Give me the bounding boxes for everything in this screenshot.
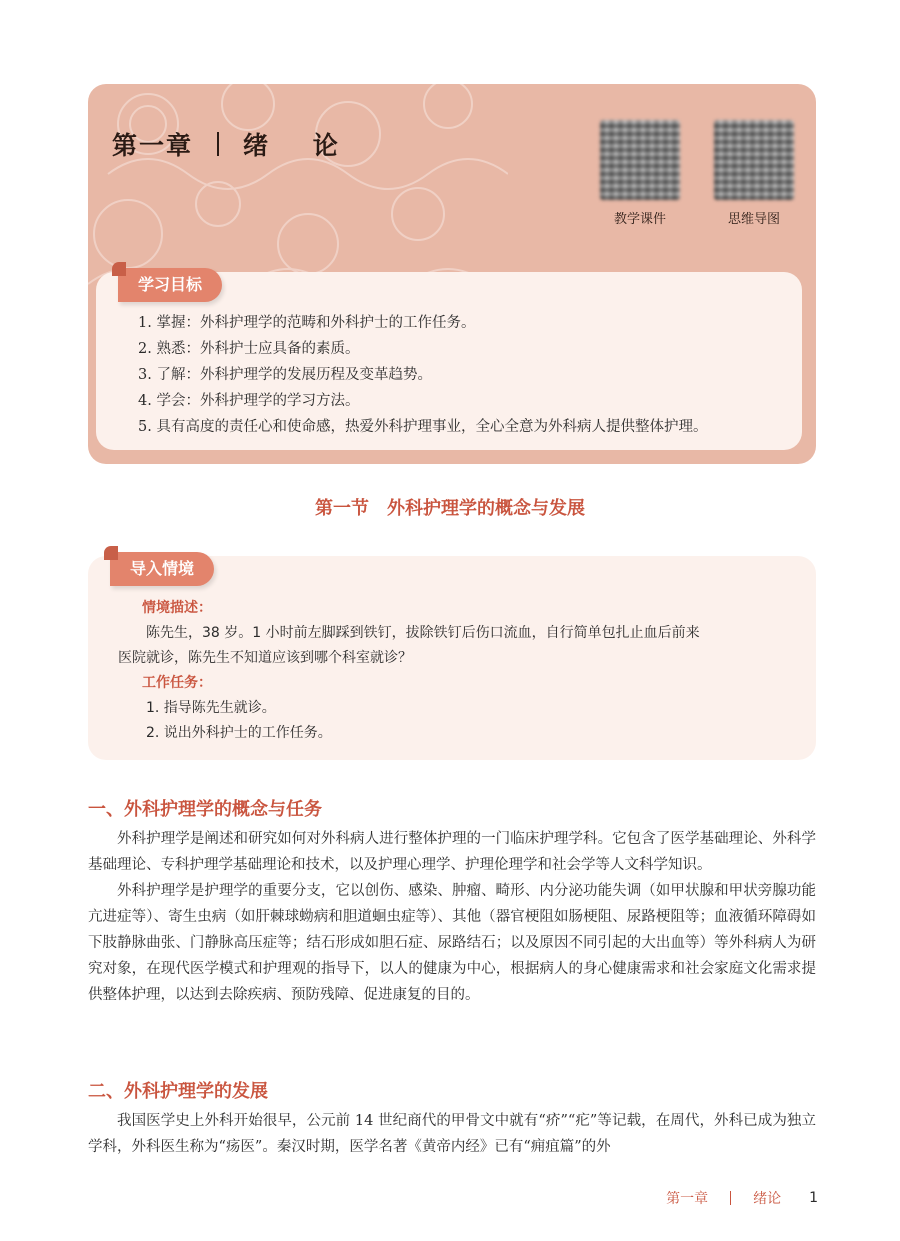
scenario-task-item: 1. 指导陈先生就诊。 [146, 700, 276, 716]
qr-code-icon[interactable] [714, 120, 794, 200]
scenario-desc-line: 陈先生，38 岁。1 小时前左脚踩到铁钉，拔除铁钉后伤口流血，自行简单包扎止血后前来 [146, 625, 700, 641]
goal-item: 3. 了解：外科护理学的发展历程及变革趋势。 [138, 367, 432, 383]
scenario-text [118, 596, 808, 746]
goal-item: 4. 学会：外科护理学的学习方法。 [138, 393, 360, 409]
scenario-task-item: 2. 说出外科护士的工作任务。 [146, 725, 332, 741]
qr-caption: 教学课件 [613, 212, 666, 227]
footer-divider [730, 1191, 731, 1205]
goal-item: 2. 熟悉：外科护士应具备的素质。 [138, 341, 360, 357]
goal-item: 5. 具有高度的责任心和使命感，热爱外科护理事业，全心全意为外科病人提供整体护理。 [138, 419, 708, 435]
part1-heading: 一、外科护理学的概念与任务 [88, 799, 322, 820]
paragraph: 我国医学史上外科开始很早，公元前 14 世纪商代的甲骨文中就有“疥”“疕”等记载，在周代，外科已成为独立学科，外科医生称为“疡医”。秦汉时期，医学名著《黄帝内经》已有“痈疽篇”的外 [88, 1113, 816, 1155]
qr-caption: 思维导图 [727, 212, 780, 227]
page-footer [666, 1188, 818, 1208]
title-divider [217, 132, 219, 156]
page-number: 1 [809, 1190, 818, 1206]
part1-body [88, 826, 816, 1008]
qr-mindmap[interactable] [714, 120, 794, 227]
paragraph: 外科护理学是护理学的重要分支，它以创伤、感染、肿瘤、畸形、内分泌功能失调（如甲状腺和甲状旁腺功能亢进症等）、寄生虫病（如肝棘球蚴病和胆道蛔虫症等）、其他（器官梗阻如肠梗阻、尿路梗阻等；血液循环障碍如下肢静脉曲张、门静脉高压症等；结石形成如胆石症、尿路结石；以及原因不同引起的大出血等）等外科病人为研究对象，在现代医学模式和护理观的指导下，以人的健康为中心，根据病人的身心健康需求和社会家庭文化需求提供整体护理，以达到去除疾病、预防残障、促进康复的目的。 [88, 883, 816, 1003]
paragraph: 外科护理学是阐述和研究如何对外科病人进行整体护理的一门临床护理学科。它包含了医学基础理论、外科学基础理论、专科护理学基础理论和技术，以及护理心理学、护理伦理学和社会学等人文科学知识。 [88, 831, 816, 873]
scenario-desc-label: 情境描述： [142, 600, 212, 616]
part2-heading: 二、外科护理学的发展 [88, 1081, 268, 1102]
footer-title: 绪论 [753, 1191, 782, 1207]
chapter-title [112, 126, 356, 162]
scenario-task-label: 工作任务： [142, 675, 212, 691]
part2-body [88, 1108, 816, 1160]
chapter-number: 第一章 [112, 131, 194, 160]
footer-chapter: 第一章 [666, 1191, 709, 1207]
learning-goals-tag: 学习目标 [118, 268, 222, 302]
qr-courseware[interactable] [600, 120, 680, 227]
scenario-desc-line: 医院就诊，陈先生不知道应该到哪个科室就诊？ [118, 650, 412, 666]
scenario-tag: 导入情境 [110, 552, 214, 586]
chapter-name: 绪 论 [243, 131, 356, 160]
learning-goals-list [138, 310, 707, 440]
chapter-header-box [88, 84, 816, 464]
qr-code-icon[interactable] [600, 120, 680, 200]
section-title: 第一节 外科护理学的概念与发展 [315, 498, 585, 519]
goal-item: 1. 掌握：外科护理学的范畴和外科护士的工作任务。 [138, 315, 476, 331]
